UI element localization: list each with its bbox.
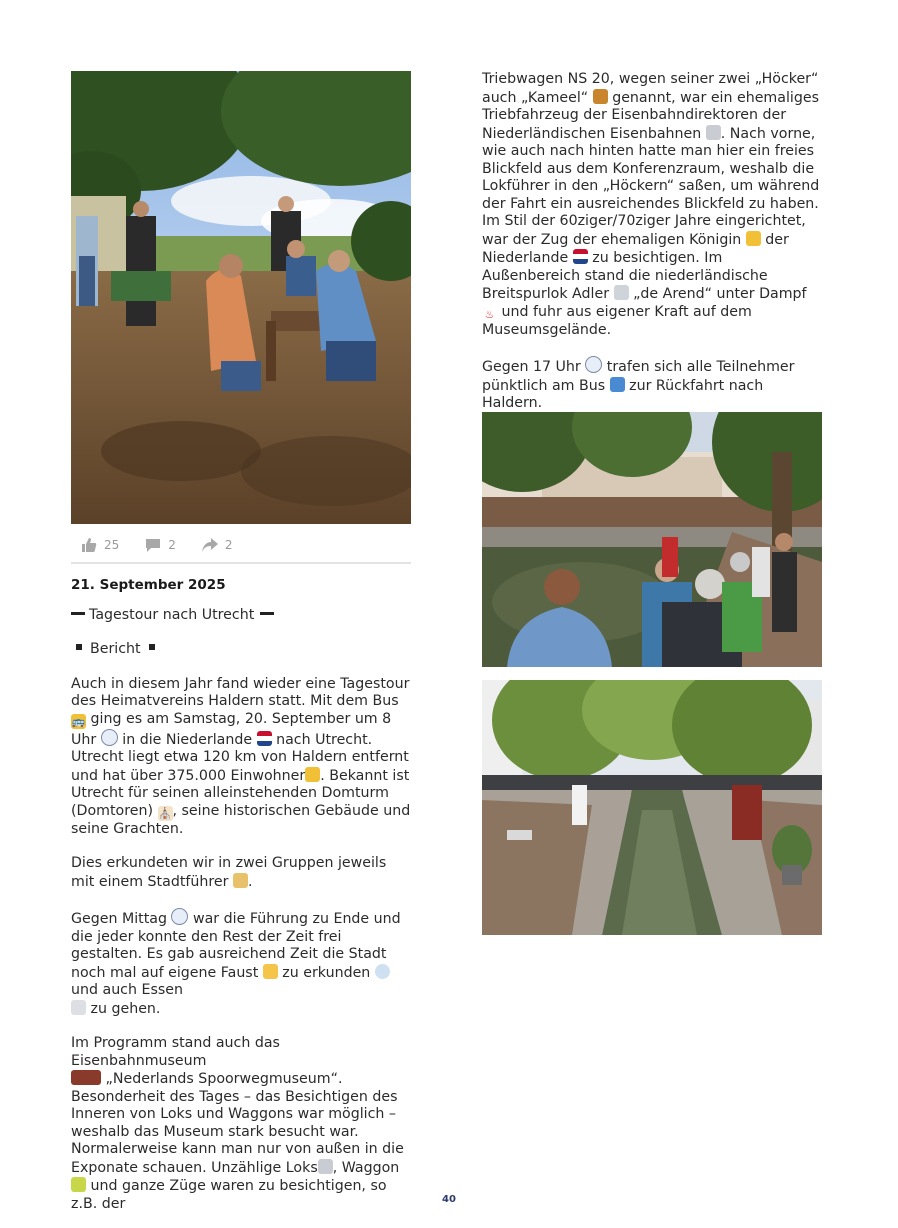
train-icon — [71, 1070, 101, 1085]
thumbs-up-icon — [81, 537, 97, 553]
canal-group-photo — [482, 412, 822, 667]
bus-icon — [610, 377, 625, 392]
left-column-text — [71, 577, 411, 1213]
dash-icon — [71, 612, 85, 615]
dash-icon — [260, 612, 274, 615]
guide-icon — [233, 873, 248, 888]
locomotive-icon — [706, 125, 721, 140]
post-reactions-bar — [71, 528, 411, 564]
railway-car-icon — [71, 1177, 86, 1192]
section-label: Bericht — [71, 641, 411, 659]
cutlery-icon — [71, 1000, 86, 1015]
hand-icon — [263, 964, 278, 979]
like-count: 25 — [104, 538, 120, 552]
post-date: 21. September 2025 — [71, 577, 226, 593]
share-count: 2 — [224, 538, 233, 552]
paragraph-intro: Auch in diesem Jahr fand wieder eine Tagestour des Heimatvereins Haldern statt. Mit dem Bus 🚌 ging es am Samstag, 20. September um 8 Uhr in die Niederlande nach Utrecht. Utrecht liegt etwa 120 km von Haldern entfernt und hat über 375.000 Einwohner . Bekannt ist Utrecht für seinen alleinstehenden Domturm (Domtoren) ⛪, seine historischen Gebäude und seine Grachten. — [71, 675, 411, 837]
locomotive-icon — [318, 1159, 333, 1174]
comment-count: 2 — [168, 538, 176, 552]
crown-icon — [746, 231, 761, 246]
netherlands-flag-icon — [257, 731, 272, 746]
steam-icon: ♨ — [482, 307, 497, 322]
like-reaction[interactable] — [81, 537, 119, 553]
people-icon — [305, 767, 320, 782]
square-icon — [149, 644, 155, 650]
paragraph-return: Gegen 17 Uhr trafen sich alle Teilnehmer pünktlich am Bus zur Rückfahrt nach Haldern. — [482, 356, 822, 413]
comment-icon — [145, 537, 161, 553]
paragraph-kameel: Triebwagen NS 20, wegen seiner zwei „Höcker“ auch „Kameel“ genannt, war ein ehemaliges Triebfahrzeug der Eisenbahndirektoren der Niederländischen Eisenbahnen . Nach vorne, wie auch nach hinten hatte man hier ein freies Blickfeld aus dem Konferenzraum, weshalb die Lokführer in den „Höckern“ saßen, um während der Fahrt ein ausreichendes Blickfeld zu haben. Im Stil der 60ziger/70ziger Jahre eingerichtet, war der Zug der ehemaligen Königin der Niederlande zu besichtigen. Im Außenbereich stand die niederländische Breitspurlok Adler „de Arend“ unter Dampf ♨ und fuhr aus eigener Kraft auf dem Museumsgelände. — [482, 71, 820, 338]
paragraph-noon: Gegen Mittag war die Führung zu Ende und die jeder konnte den Rest der Zeit frei gestalten. Es gab ausreichend Zeit die Stadt noch mal auf eigene Faust zu erkunden und auch Essen zu gehen. — [71, 908, 411, 1018]
bus-icon: 🚌 — [71, 714, 86, 728]
clock-icon — [171, 908, 188, 925]
page-number: 40 — [442, 1194, 456, 1205]
steam-locomotive-icon — [614, 285, 629, 300]
paragraph-museum: Im Programm stand auch das Eisenbahnmuseum „Nederlands Spoorwegmuseum“. Besonderheit des Tages – das Besichtigen des Inneren von Loks und Waggons war möglich – weshalb das Museum stark besucht war. Normalerweise kann man nur von außen in die Exponate schauen. Unzählige Loks , Waggon und ganze Züge waren zu besichtigen, so z.B. der — [71, 1035, 404, 1212]
paragraph-groups: Dies erkundeten wir in zwei Gruppen jeweils mit einem Stadtführer . — [71, 855, 387, 890]
square-icon — [76, 644, 82, 650]
netherlands-flag-icon — [573, 249, 588, 264]
post-title: Tagestour nach Utrecht — [71, 607, 411, 625]
share-icon — [202, 537, 218, 553]
group-picnic-photo — [71, 71, 411, 524]
utrecht-canal-photo — [482, 680, 822, 935]
camel-icon — [593, 89, 608, 104]
clock-icon — [101, 729, 118, 746]
magnifier-icon — [375, 964, 390, 979]
right-column-text — [482, 71, 822, 448]
church-icon: ⛪ — [158, 806, 172, 820]
comment-reaction[interactable] — [145, 537, 176, 553]
clock-icon — [585, 356, 602, 373]
share-reaction[interactable] — [202, 537, 233, 553]
